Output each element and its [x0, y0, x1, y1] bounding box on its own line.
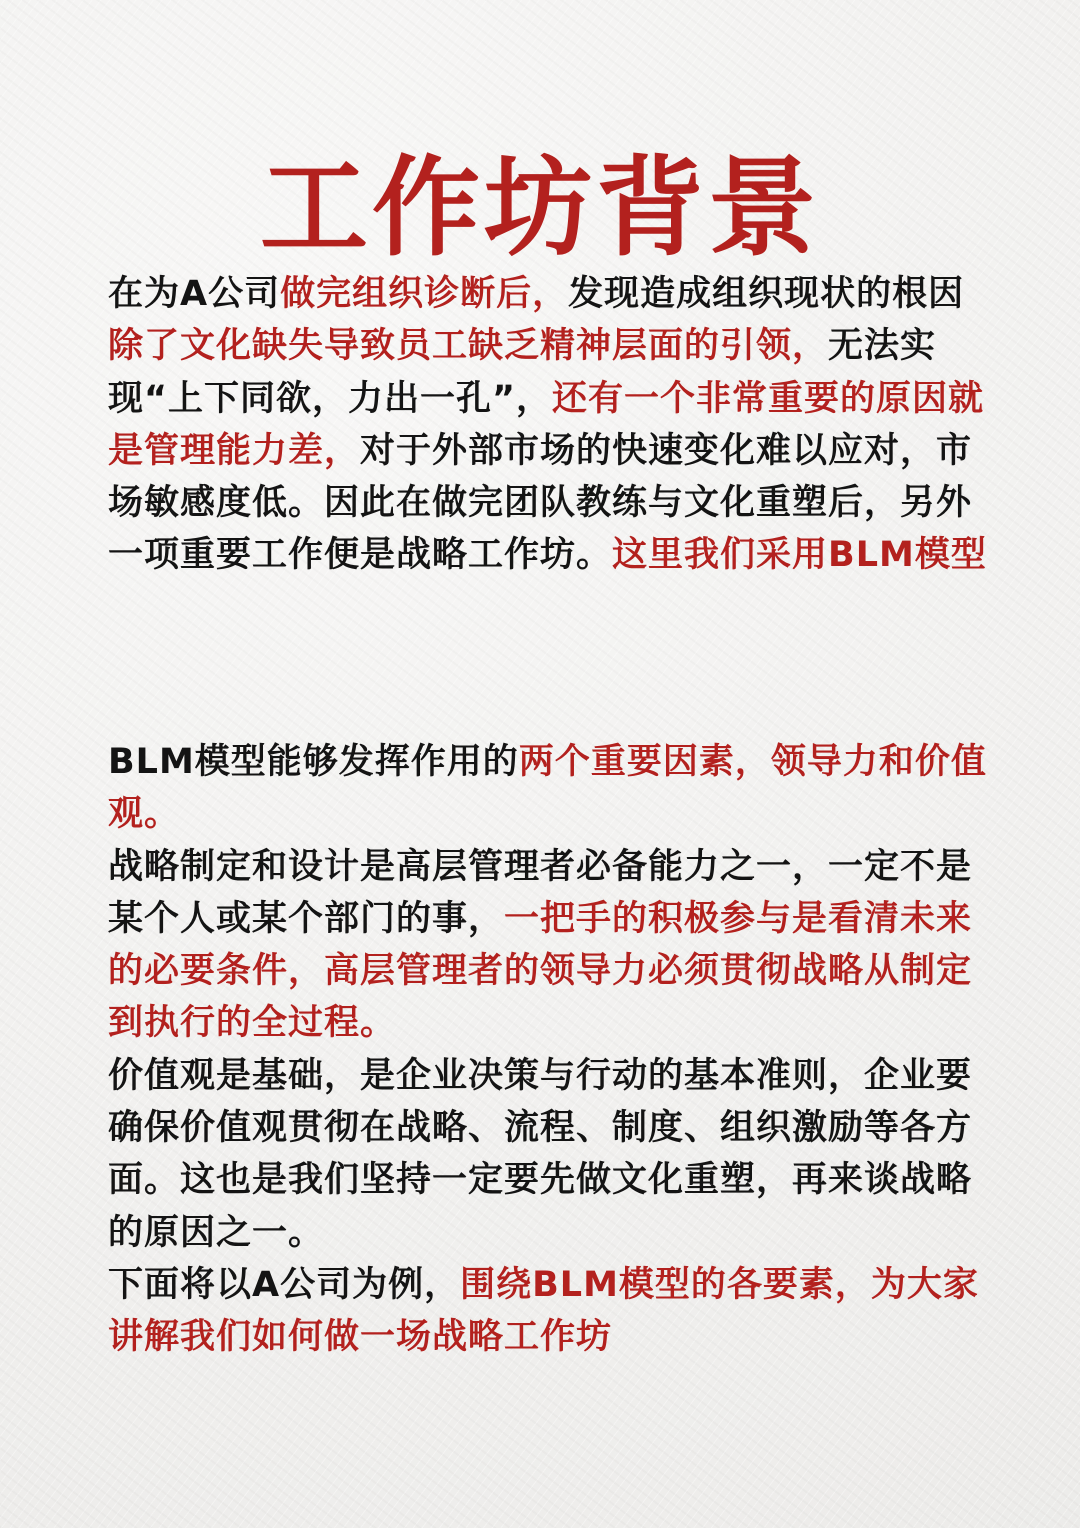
paragraph-text: 在为A公司: [108, 274, 281, 314]
highlight-text: 这里我们采用BLM模型: [612, 535, 987, 576]
paragraph-text: 对于外部市场的快速变化难以应对，市场敏感度低。因此在做完团队教练与文化重塑后，另外一项重要工作便是战略工作坊。: [108, 430, 973, 576]
paragraph-text: 下面将以A公司为例，: [108, 1264, 461, 1305]
paragraph-values: [108, 1050, 988, 1259]
highlight-text: 做完组织诊断后，: [280, 274, 569, 314]
highlight-text: 还有一个非常重要的原因就是管理能力差，: [108, 378, 985, 471]
background-section: [108, 268, 988, 582]
paragraph-text: BLM模型能够发挥作用的: [108, 742, 519, 782]
blm-section: [108, 736, 988, 1364]
paragraph-text: 无法实现“上下同欲，力出一孔”，: [108, 326, 937, 419]
highlight-text: 围绕BLM模型的各要素，为大家讲解我们如何做一场战略工作坊: [108, 1264, 979, 1358]
page-title: 工作坊背景: [259, 146, 820, 272]
paragraph-text: 发现造成组织现状的根因: [568, 274, 965, 314]
paragraph-leadership: [108, 841, 988, 1050]
paragraph-example: [108, 1259, 988, 1364]
highlight-text: 一把手的积极参与是看清未来的必要条件，高层管理者的领导力必须贯彻战略从制定到执行的全过程。: [108, 898, 973, 1044]
highlight-text: 除了文化缺失导致员工缺乏精神层面的引领，: [108, 326, 829, 367]
paragraph-text: 战略制定和设计是高层管理者必备能力之一，一定不是某个人或某个部门的事，: [108, 846, 973, 939]
highlight-text: 两个重要因素，领导力和价值观。: [108, 742, 987, 835]
paragraph-blm-factors: [108, 736, 988, 841]
paragraph-text: 价值观是基础，是企业决策与行动的基本准则，企业要确保价值观贯彻在战略、流程、制度、组织激励等各方面。这也是我们坚持一定要先做文化重塑，再来谈战略的原因之一。: [108, 1055, 973, 1253]
paragraph-diagnosis: [108, 268, 988, 582]
